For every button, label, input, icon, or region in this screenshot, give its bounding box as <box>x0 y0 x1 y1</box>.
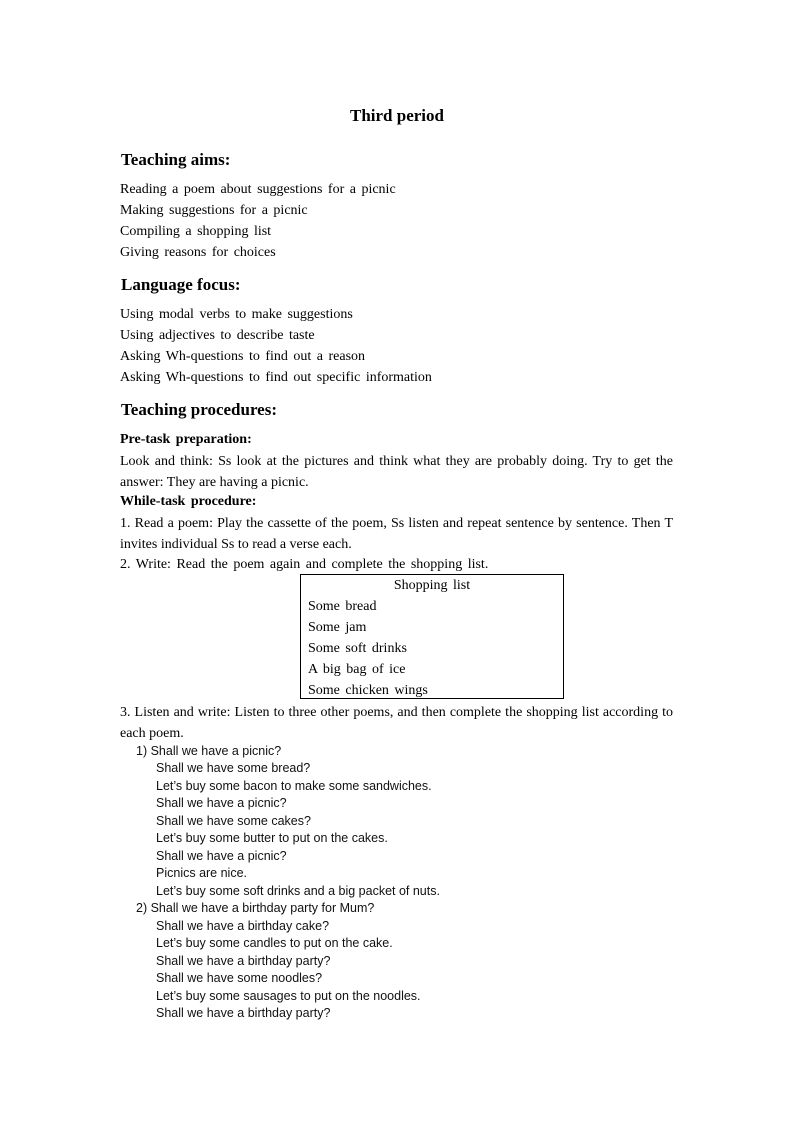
shopping-list-header: Shopping list <box>393 578 471 593</box>
language-focus-heading: Language focus: <box>121 275 241 294</box>
poem-line: Let’s buy some soft drinks and a big packet of nuts. <box>156 884 440 898</box>
poem-line: Shall we have some bread? <box>156 761 311 775</box>
shopping-list-item: Some chicken wings <box>308 683 428 698</box>
poem-line: Shall we have a birthday party? <box>156 1006 331 1020</box>
poem-2-first-line: 2) Shall we have a birthday party for Mum? <box>136 901 375 915</box>
shopping-list-box <box>300 574 564 699</box>
step-1-text: 1. Read a poem: Play the cassette of the poem, Ss listen and repeat sentence by sentence. Then T invites individual Ss to read a verse each. <box>120 516 673 552</box>
step-3-text: 3. Listen and write: Listen to three other poems, and then complete the shopping list according to each poem. <box>120 705 673 741</box>
poem-line: Shall we have a birthday party? <box>156 954 331 968</box>
step-2-text: 2. Write: Read the poem again and complete the shopping list. <box>120 557 489 572</box>
focus-item: Using modal verbs to make suggestions <box>120 307 353 322</box>
aim-item: Making suggestions for a picnic <box>120 203 308 218</box>
poem-line: Let’s buy some bacon to make some sandwiches. <box>156 779 432 793</box>
shopping-list-item: Some soft drinks <box>308 641 407 656</box>
focus-item: Using adjectives to describe taste <box>120 328 315 343</box>
poem-line: Shall we have a picnic? <box>156 849 287 863</box>
pre-task-heading: Pre-task preparation: <box>120 432 252 447</box>
poem-line: Shall we have a birthday cake? <box>156 919 330 933</box>
focus-item: Asking Wh-questions to find out specific information <box>120 370 432 385</box>
poem-line: Shall we have a picnic? <box>156 796 287 810</box>
aim-item: Compiling a shopping list <box>120 224 272 239</box>
poem-line: Shall we have some cakes? <box>156 814 311 828</box>
aim-item: Reading a poem about suggestions for a picnic <box>120 182 396 197</box>
poem-line: Let’s buy some sausages to put on the noodles. <box>156 989 421 1003</box>
poem-line: Picnics are nice. <box>156 866 248 880</box>
while-task-heading: While-task procedure: <box>120 494 257 509</box>
focus-item: Asking Wh-questions to find out a reason <box>120 349 366 364</box>
shopping-list-item: A big bag of ice <box>308 662 406 677</box>
pre-task-text: Look and think: Ss look at the pictures and think what they are probably doing. Try to get the answer: They are having a picnic. <box>120 454 673 490</box>
page-title: Third period <box>350 106 444 125</box>
shopping-list-item: Some bread <box>308 599 377 614</box>
poem-1-first-line: 1) Shall we have a picnic? <box>136 744 282 758</box>
shopping-list-item: Some jam <box>308 620 367 635</box>
teaching-aims-heading: Teaching aims: <box>121 150 231 169</box>
teaching-procedures-heading: Teaching procedures: <box>121 400 278 419</box>
poem-line: Let’s buy some butter to put on the cakes. <box>156 831 388 845</box>
poem-line: Let’s buy some candles to put on the cake. <box>156 936 393 950</box>
poem-line: Shall we have some noodles? <box>156 971 323 985</box>
aim-item: Giving reasons for choices <box>120 245 276 260</box>
